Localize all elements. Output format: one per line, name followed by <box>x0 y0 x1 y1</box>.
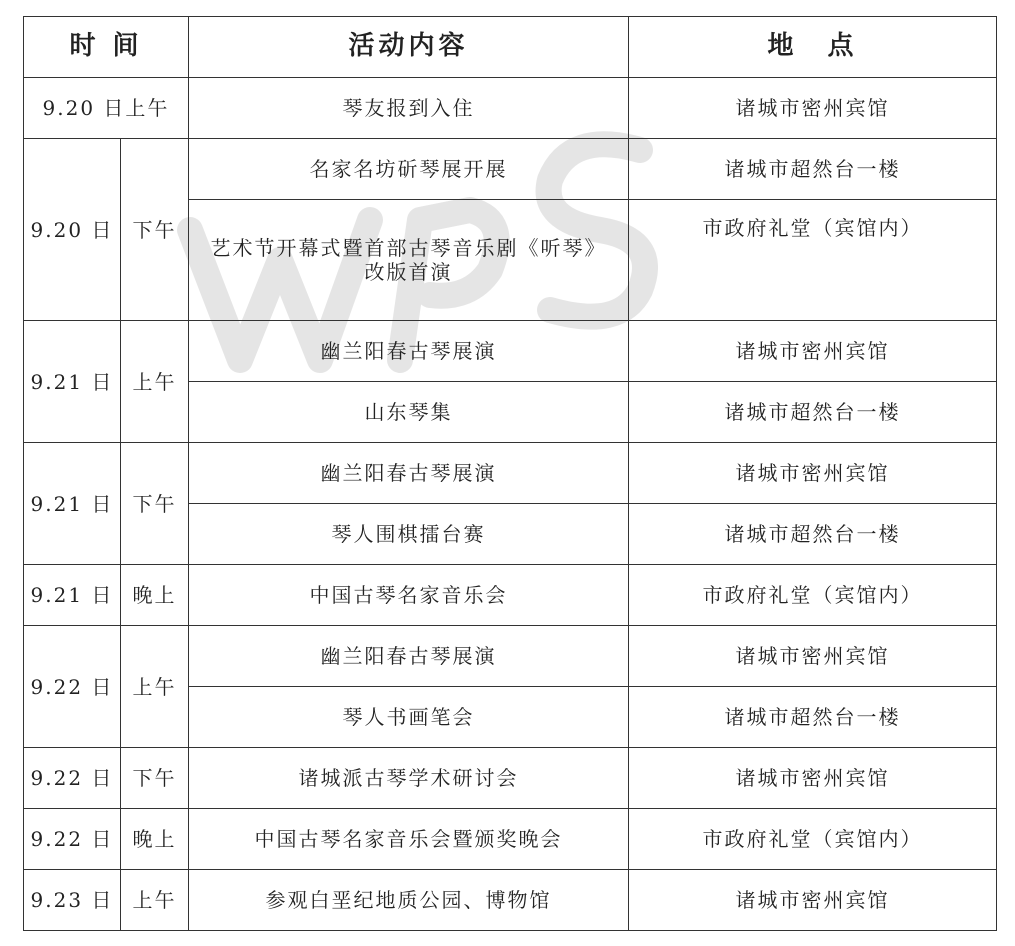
date-cell: 9.22 日 <box>24 809 121 870</box>
date-cell: 9.21 日 <box>24 443 121 565</box>
activity-cell: 琴友报到入住 <box>189 78 629 139</box>
date-cell: 9.21 日 <box>24 565 121 626</box>
date-cell: 9.22 日 <box>24 748 121 809</box>
location-cell: 诸城市超然台一楼 <box>629 504 997 565</box>
date-cell: 9.20 日上午 <box>24 78 189 139</box>
schedule-table <box>23 16 997 931</box>
header-time: 时 间 <box>24 17 189 78</box>
location-cell: 市政府礼堂（宾馆内） <box>629 200 997 321</box>
location-cell: 诸城市超然台一楼 <box>629 687 997 748</box>
activity-cell: 琴人围棋擂台赛 <box>189 504 629 565</box>
location-cell: 诸城市密州宾馆 <box>629 78 997 139</box>
period-cell: 上午 <box>121 626 189 748</box>
period-cell: 下午 <box>121 139 189 321</box>
table-row <box>24 809 997 870</box>
period-cell: 下午 <box>121 748 189 809</box>
activity-cell: 艺术节开幕式暨首部古琴音乐剧《听琴》改版首演 <box>189 200 629 321</box>
location-cell: 市政府礼堂（宾馆内） <box>629 565 997 626</box>
activity-cell: 中国古琴名家音乐会暨颁奖晚会 <box>189 809 629 870</box>
date-cell: 9.20 日 <box>24 139 121 321</box>
table-row <box>24 321 997 382</box>
activity-cell: 幽兰阳春古琴展演 <box>189 626 629 687</box>
date-cell: 9.21 日 <box>24 321 121 443</box>
location-cell: 诸城市密州宾馆 <box>629 870 997 931</box>
table-row <box>24 565 997 626</box>
period-cell: 上午 <box>121 870 189 931</box>
period-cell: 晚上 <box>121 809 189 870</box>
header-location: 地 点 <box>629 17 997 78</box>
location-cell: 诸城市密州宾馆 <box>629 443 997 504</box>
location-cell: 诸城市密州宾馆 <box>629 321 997 382</box>
period-cell: 上午 <box>121 321 189 443</box>
table-row <box>24 748 997 809</box>
activity-cell: 琴人书画笔会 <box>189 687 629 748</box>
location-cell: 诸城市密州宾馆 <box>629 626 997 687</box>
table-header-row <box>24 17 997 78</box>
location-cell: 诸城市超然台一楼 <box>629 382 997 443</box>
date-cell: 9.23 日 <box>24 870 121 931</box>
table-row <box>24 78 997 139</box>
location-cell: 诸城市超然台一楼 <box>629 139 997 200</box>
activity-cell: 名家名坊斫琴展开展 <box>189 139 629 200</box>
activity-cell: 诸城派古琴学术研讨会 <box>189 748 629 809</box>
activity-cell: 幽兰阳春古琴展演 <box>189 443 629 504</box>
period-cell: 下午 <box>121 443 189 565</box>
table-row <box>24 870 997 931</box>
location-cell: 市政府礼堂（宾馆内） <box>629 809 997 870</box>
activity-cell: 参观白垩纪地质公园、博物馆 <box>189 870 629 931</box>
table-row <box>24 626 997 687</box>
table-row <box>24 443 997 504</box>
location-cell: 诸城市密州宾馆 <box>629 748 997 809</box>
table-row <box>24 139 997 200</box>
period-cell: 晚上 <box>121 565 189 626</box>
header-activity: 活动内容 <box>189 17 629 78</box>
date-cell: 9.22 日 <box>24 626 121 748</box>
activity-cell: 幽兰阳春古琴展演 <box>189 321 629 382</box>
activity-cell: 山东琴集 <box>189 382 629 443</box>
activity-cell: 中国古琴名家音乐会 <box>189 565 629 626</box>
